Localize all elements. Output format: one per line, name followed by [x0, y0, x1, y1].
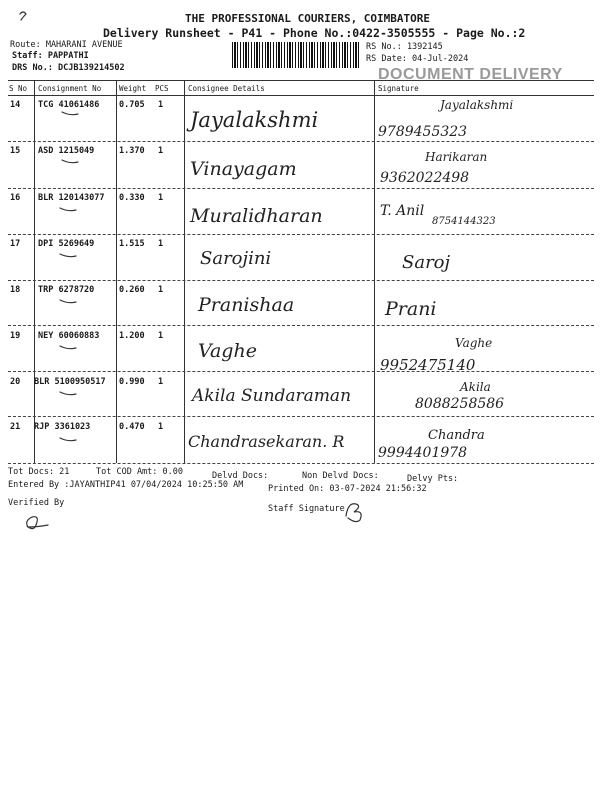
entered-by: Entered By :JAYANTHIP41 07/04/2024 10:25:50 AM [8, 480, 244, 490]
receiver-phone: 9994401978 [378, 445, 468, 461]
delivered-docs: Delvd Docs: [212, 471, 269, 481]
receiver-phone: 9789455323 [378, 124, 468, 140]
tick-mark [60, 208, 76, 211]
consignee-handwriting: Akila Sundaraman [192, 386, 352, 406]
tick-mark [60, 392, 76, 395]
row-sno: 18 [10, 285, 21, 295]
col-signature: Signature [378, 84, 419, 93]
row-pcs: 1 [158, 193, 164, 203]
runsheet-title: Delivery Runsheet - P41 - Phone No.:0422-3505555 - Page No.:2 [103, 26, 526, 40]
tick-mark [60, 300, 76, 303]
row-sno: 17 [10, 239, 21, 249]
consignee-handwriting: Vaghe [198, 340, 257, 362]
staff-label: Staff: PAPPATHI [12, 51, 89, 61]
receiver-phone: 9362022498 [380, 170, 470, 186]
signature-handwriting: Akila [460, 380, 491, 394]
consignee-handwriting: Sarojini [200, 248, 272, 269]
signature-handwriting: Prani [385, 298, 437, 320]
row-pcs: 1 [158, 285, 164, 295]
row-consignment: NEY 60060883 [38, 331, 100, 341]
signature-handwriting: T. Anil [380, 203, 425, 219]
row-consignment: TCG 41061486 [38, 100, 100, 110]
row-sno: 16 [10, 193, 21, 203]
delivery-points: Delvy Pts: [407, 474, 459, 484]
row-consignment: ASD 1215049 [38, 146, 95, 156]
row-weight: 1.200 [119, 331, 145, 341]
row-pcs: 1 [158, 422, 164, 432]
row-sno: 15 [10, 146, 21, 156]
col-sno: S No [9, 84, 28, 93]
row-pcs: 1 [158, 331, 164, 341]
receiver-phone: 9952475140 [380, 356, 476, 374]
row-pcs: 1 [158, 239, 164, 249]
document-delivery-stamp: DOCUMENT DELIVERY [378, 66, 563, 83]
staff-signature [346, 504, 361, 522]
row-sno: 14 [10, 100, 21, 110]
tick-mark [60, 254, 76, 257]
verified-by-label: Verified By [8, 498, 65, 508]
row-consignment: DPI 5269649 [38, 239, 95, 249]
rs-date: RS Date: 04-Jul-2024 [366, 54, 469, 64]
printed-on: Printed On: 03-07-2024 21:56:32 [268, 484, 427, 494]
tick-mark [60, 438, 76, 441]
verifier-signature [27, 517, 48, 529]
rs-number: RS No.: 1392145 [366, 42, 443, 52]
row-sno: 19 [10, 331, 21, 341]
consignee-handwriting: Jayalakshmi [190, 108, 319, 132]
row-pcs: 1 [158, 377, 164, 387]
consignee-handwriting: Pranishaa [198, 294, 295, 316]
consignee-handwriting: Muralidharan [190, 205, 323, 227]
corner-scribble [20, 12, 26, 20]
row-weight: 0.470 [119, 422, 145, 432]
signature-handwriting: Jayalakshmi [440, 98, 514, 112]
row-sno: 21 [10, 422, 21, 432]
total-cod-amount: Tot COD Amt: 0.00 [96, 467, 183, 477]
signature-handwriting: Harikaran [425, 150, 488, 164]
col-weight: Weight [119, 84, 147, 93]
staff-signature-label: Staff Signature [268, 504, 345, 514]
total-docs: Tot Docs: 21 [8, 467, 70, 477]
row-pcs: 1 [158, 146, 164, 156]
company-title: THE PROFESSIONAL COURIERS, COIMBATORE [185, 12, 431, 25]
row-consignment: BLR 120143077 [38, 193, 105, 203]
signature-handwriting: Chandra [428, 428, 485, 443]
row-consignment: BLR 5100950517 [34, 377, 106, 387]
row-weight: 1.370 [119, 146, 145, 156]
receiver-phone: 8754144323 [432, 216, 496, 227]
receiver-phone: 8088258586 [415, 396, 505, 412]
tick-mark [62, 112, 78, 115]
signature-handwriting: Vaghe [455, 336, 493, 350]
row-sno: 20 [10, 377, 21, 387]
row-weight: 1.515 [119, 239, 145, 249]
row-pcs: 1 [158, 100, 164, 110]
consignee-handwriting: Chandrasekaran. R [188, 432, 345, 451]
col-consignment: Consignment No [38, 84, 102, 93]
col-consignee: Consignee Details [188, 84, 265, 93]
row-weight: 0.705 [119, 100, 145, 110]
signature-handwriting: Saroj [402, 252, 451, 273]
non-delivered-docs: Non Delvd Docs: [302, 471, 379, 481]
col-pcs: PCS [155, 84, 169, 93]
row-weight: 0.330 [119, 193, 145, 203]
row-consignment: TRP 6278720 [38, 285, 95, 295]
tick-mark [60, 346, 76, 349]
row-weight: 0.260 [119, 285, 145, 295]
row-weight: 0.990 [119, 377, 145, 387]
route-label: Route: MAHARANI AVENUE [10, 40, 123, 50]
tick-mark [62, 160, 78, 163]
consignee-handwriting: Vinayagam [190, 158, 297, 180]
row-consignment: RJP 3361023 [34, 422, 91, 432]
drs-number: DRS No.: DCJB139214502 [12, 63, 125, 73]
